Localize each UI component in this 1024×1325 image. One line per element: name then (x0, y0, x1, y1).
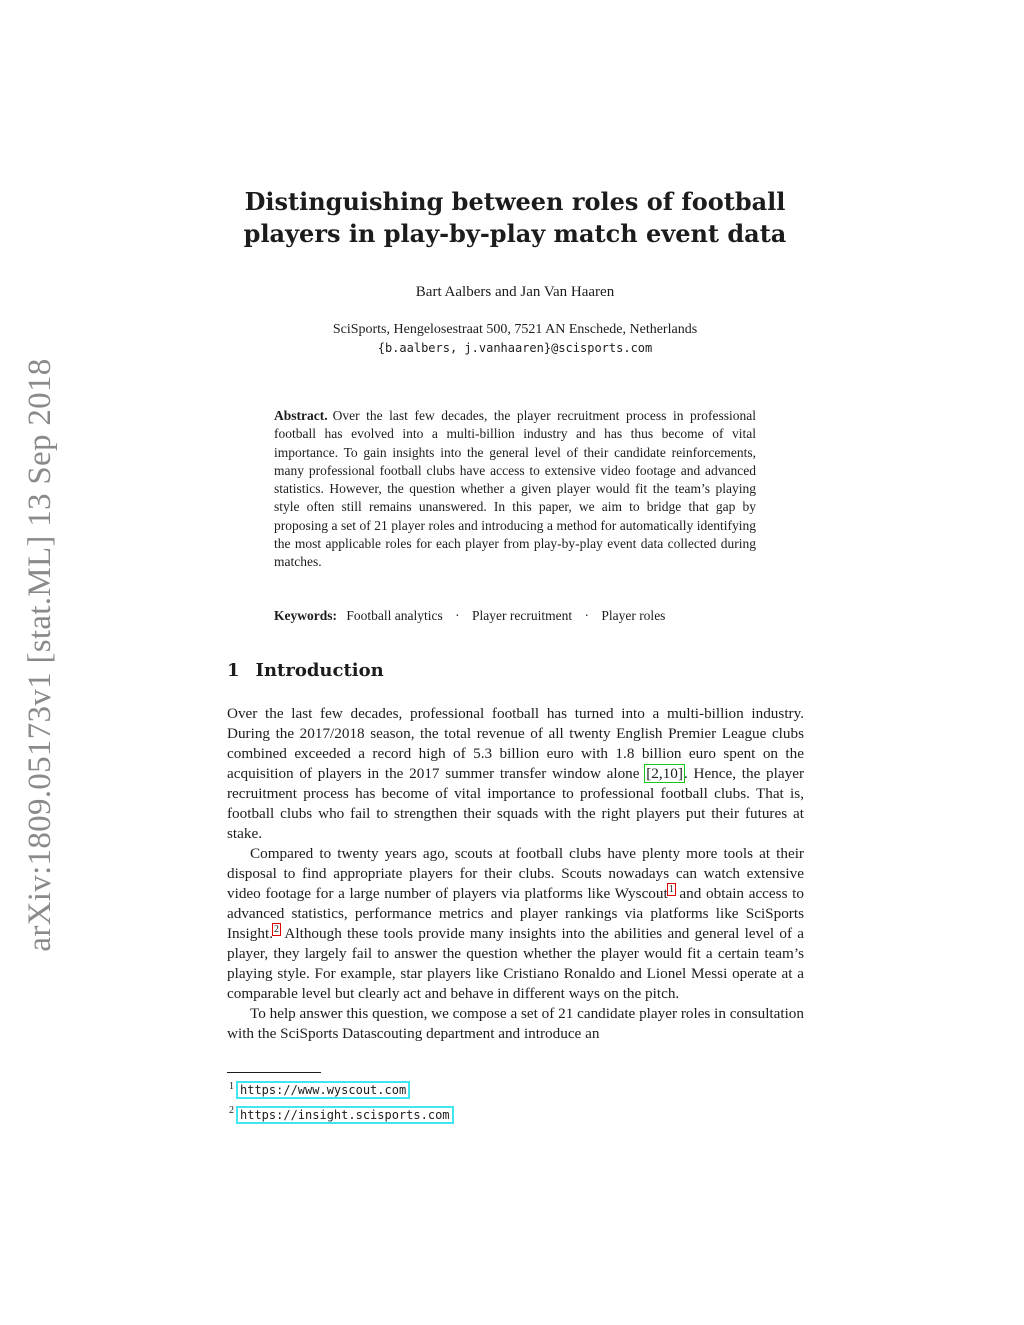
affiliation-block (228, 320, 802, 358)
footnote-2 (229, 1101, 452, 1125)
footnote-divider (227, 1072, 321, 1073)
keywords (274, 608, 756, 624)
keywords-label: Keywords: (274, 608, 337, 623)
paragraph-3: To help answer this question, we compose a set of 21 candidate player roles in consultation with the SciSports Datascouting department and introduce an (227, 1005, 804, 1042)
abstract-text: Over the last few decades, the player recruitment process in professional football has evolved into a multi-billion industry and has thus become of vital importance. To gain insights into the general level of their candidate reinforcements, many professional football clubs have access to extensive video footage and advanced statistics. However, the question whether a given player would fit the team’s playing style often still remains unanswered. In this paper, we aim to bridge that gap by proposing a set of 21 player roles and introducing a method for automatically identifying the most applicable roles for each player from play-by-play event data collected during matches. (274, 408, 756, 570)
keyword-separator: · (455, 608, 460, 623)
author-list: Bart Aalbers and Jan Van Haaren (415, 284, 615, 300)
keyword-item: Player recruitment (471, 608, 573, 623)
citation-link[interactable]: [2,10] (646, 765, 683, 782)
title-line-2: players in play-by-play match event data (243, 219, 787, 248)
paragraph-2-text-c: Although these tools provide many insights into the abilities and general level of a player, they largely fail to answer the question whether the player would fit a certain team’s playing style. For example, star players like Cristiano Ronaldo and Lionel Messi operate at a comparable level but clearly act and behave in different ways on the pitch. (227, 925, 804, 1002)
paper-title (228, 186, 802, 250)
section-heading-introduction (227, 660, 384, 681)
affiliation-text: SciSports, Hengelosestraat 500, 7521 AN Enschede, Netherlands (332, 322, 698, 337)
footnote-url-scisports-insight[interactable]: https://insight.scisports.com (240, 1107, 450, 1122)
paragraph-2-text-a: Compared to twenty years ago, scouts at football clubs have plenty more tools at their disposal to find appropriate players for their clubs. Scouts nowadays can watch extensive video footage for a large number of players via platforms like Wyscout (227, 845, 804, 902)
footnote-url-wyscout[interactable]: https://www.wyscout.com (240, 1083, 407, 1098)
keyword-item: Football analytics (346, 608, 443, 623)
abstract-label: Abstract. (274, 408, 328, 423)
paragraph-1-text-a: Over the last few decades, professional football has turned into a multi-billion industry. During the 2017/2018 season, the total revenue of all twenty English Premier League clubs combined exceeded a record high of 5.3 billion euro with 1.8 billion euro spent on the acquisition of players in the 2017 summer transfer window alone (227, 705, 804, 782)
footnote-2-link[interactable]: 2 (274, 923, 279, 935)
title-line-1: Distinguishing between roles of football (244, 187, 786, 216)
paragraph-2 (227, 844, 804, 1004)
footnote-1 (229, 1077, 452, 1101)
introduction-body (227, 704, 804, 1044)
footnote-number: 1 (229, 1081, 234, 1092)
paragraph-1 (227, 704, 804, 844)
paragraph-2-text-b: and obtain access to advanced statistics, performance metrics and player rankings via platforms like SciSports Insight. (227, 885, 804, 942)
abstract (274, 407, 756, 572)
footnote-number: 2 (229, 1105, 234, 1117)
section-title: Introduction (255, 660, 384, 681)
footnote-1-link[interactable]: 1 (668, 883, 674, 895)
arxiv-identifier-stamp: arXiv:1809.05173v1 [stat.ML] 13 Sep 2018 (22, 358, 58, 952)
paragraph-1-text-b: . Hence, the player recruitment process has become of vital importance to professional football clubs. That is, football clubs who fail to strengthen their squads with the right players put their futures at stake. (227, 765, 804, 842)
footnotes (229, 1077, 452, 1126)
author-emails: {b.aalbers, j.vanhaaren}@scisports.com (377, 341, 653, 355)
keyword-separator: · (584, 608, 589, 623)
keyword-item: Player roles (601, 608, 666, 623)
section-number: 1 (227, 660, 240, 681)
